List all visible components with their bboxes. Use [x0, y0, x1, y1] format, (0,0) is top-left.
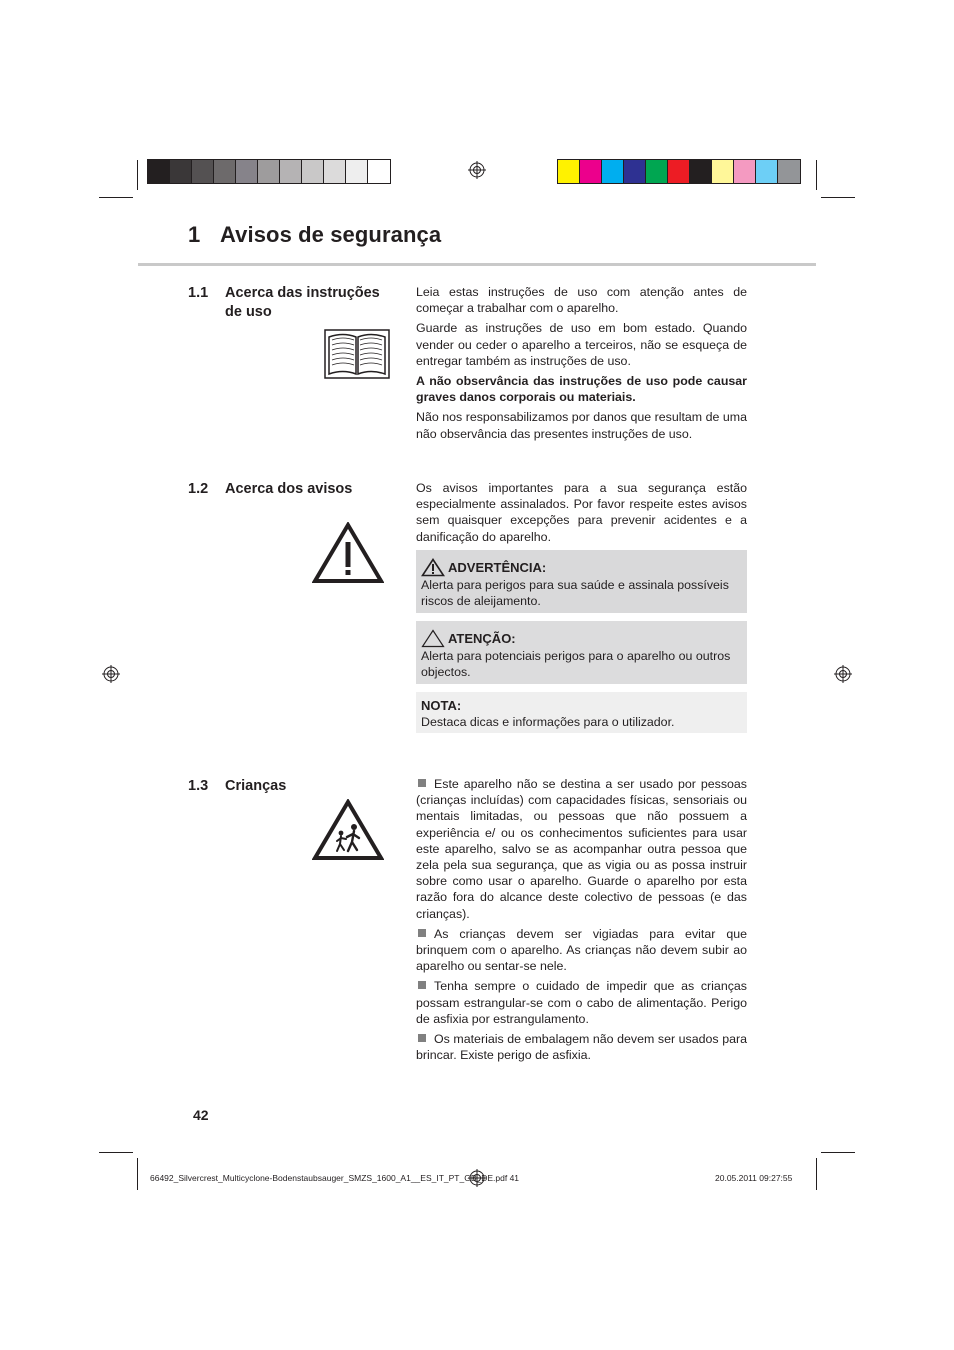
- list-item-text: Os materiais de embalagem não devem ser usados para brincar. Existe perigo de asfixia.: [416, 1032, 747, 1063]
- color-swatch: [602, 160, 624, 183]
- color-swatch: [624, 160, 646, 183]
- color-swatch: [756, 160, 778, 183]
- paragraph: Leia estas instruções de uso com atenção antes de começar a trabalhar com o aparelho.: [416, 285, 747, 316]
- list-item-text: As crianças devem ser vigiadas para evitar que brinquem com o aparelho. As crianças não devem subir ao aparelho ou sentar-se nele.: [416, 926, 747, 974]
- paragraph: Guarde as instruções de uso em bom estado. Quando vender ou ceder o aparelho a terceiros, não se esqueça de entregar também as instruções de uso.: [416, 321, 747, 368]
- list-item: [416, 926, 747, 975]
- section-title: Acerca das instruções de uso: [225, 285, 380, 320]
- crop-mark: [137, 160, 138, 190]
- registration-mark-icon: [834, 665, 852, 683]
- crop-mark: [821, 1152, 855, 1153]
- paragraph: Não nos responsabilizamos por danos que resultam de uma não observância das presentes instruções de uso.: [416, 410, 747, 441]
- warning-box: [416, 550, 747, 613]
- color-swatch: [214, 160, 236, 183]
- color-swatch: [646, 160, 668, 183]
- caution-text: Alerta para potenciais perigos para o aparelho ou outros objectos.: [421, 649, 731, 679]
- warning-heading: [421, 554, 743, 577]
- caution-triangle-icon: [421, 629, 445, 648]
- warning-text: Alerta para perigos para sua saúde e assinala possíveis riscos de aleijamento.: [421, 578, 729, 608]
- section-title: Acerca dos avisos: [225, 481, 353, 497]
- warning-triangle-icon: [312, 522, 384, 584]
- gray-calibration-bar: [147, 159, 391, 184]
- color-swatch: [236, 160, 258, 183]
- crop-mark: [816, 160, 817, 190]
- color-swatch: [324, 160, 346, 183]
- bullet-icon: [418, 1034, 426, 1042]
- section-1-1-text: [416, 284, 747, 446]
- color-swatch: [778, 160, 800, 183]
- bullet-icon: [418, 779, 426, 787]
- color-swatch: [690, 160, 712, 183]
- color-swatch: [368, 160, 390, 183]
- color-swatch: [258, 160, 280, 183]
- list-item: [416, 776, 747, 922]
- color-swatch: [668, 160, 690, 183]
- bullet-icon: [418, 981, 426, 989]
- paragraph: Os avisos importantes para a sua segurança estão especialmente assinalados. Por favor respeite estes avisos sem quaisquer excepções para prevenir acidentes e a danificação do aparelho.: [416, 481, 747, 544]
- color-swatch: [558, 160, 580, 183]
- color-swatch: [148, 160, 170, 183]
- footer-timestamp: 20.05.2011 09:27:55: [715, 1173, 793, 1183]
- section-number: 1.2: [188, 481, 209, 497]
- crop-mark: [816, 1158, 817, 1190]
- note-box: [416, 692, 747, 733]
- paragraph-bold: A não observância das instruções de uso pode causar graves danos corporais ou materiais.: [416, 374, 747, 405]
- crop-mark: [99, 197, 133, 198]
- color-swatch: [302, 160, 324, 183]
- section-title: Crianças: [225, 778, 287, 794]
- caution-heading: [421, 625, 743, 648]
- warning-small-icon: [421, 558, 445, 577]
- color-swatch: [734, 160, 756, 183]
- caution-label: ATENÇÃO:: [448, 630, 516, 646]
- note-label: NOTA:: [421, 698, 462, 713]
- book-icon: [324, 329, 390, 379]
- color-swatch: [712, 160, 734, 183]
- color-swatch: [192, 160, 214, 183]
- registration-mark-icon: [468, 161, 486, 179]
- caution-box: [416, 621, 747, 684]
- chapter-title-text: Avisos de segurança: [220, 222, 442, 247]
- crop-mark: [821, 197, 855, 198]
- crop-mark: [137, 1158, 138, 1190]
- bullet-icon: [418, 929, 426, 937]
- section-1-3-text: [416, 776, 747, 1067]
- section-number: 1.1: [188, 285, 209, 301]
- color-swatch: [346, 160, 368, 183]
- section-number: 1.3: [188, 778, 209, 794]
- color-swatch: [280, 160, 302, 183]
- color-swatch: [580, 160, 602, 183]
- color-calibration-bar: [557, 159, 801, 184]
- registration-mark-icon: [102, 665, 120, 683]
- chapter-number: 1: [188, 222, 201, 247]
- chapter-title: [188, 222, 441, 248]
- page-number: 42: [193, 1107, 209, 1123]
- list-item-text: Este aparelho não se destina a ser usado por pessoas (crianças incluídas) com capacidades físicas, sensoriais ou mentais limitadas, ou pessoas que não possuem a experiência e/ ou os conhecimentos suficientes para usar este aparelho, salvo se as acompanhar outra pessoa que zela pela sua segurança, que as vigia ou as possa instruir sobre como usar o aparelho. Guarde o aparelho por esta razão fora do alcance deste colectivo de pessoas (e das crianças).: [416, 777, 747, 921]
- list-item: [416, 978, 747, 1027]
- section-1-2-text: [416, 480, 747, 549]
- note-text: Destaca dicas e informações para o utilizador.: [421, 715, 675, 729]
- color-swatch: [170, 160, 192, 183]
- children-triangle-icon: [312, 799, 384, 861]
- list-item-text: Tenha sempre o cuidado de impedir que as crianças possam estrangular-se com o cabo de alimentação. Perigo de asfixia por estrangulamento.: [416, 979, 747, 1026]
- warning-label: ADVERTÊNCIA:: [448, 559, 547, 575]
- heading-rule: [138, 263, 816, 266]
- list-item: [416, 1031, 747, 1063]
- crop-mark: [99, 1152, 133, 1153]
- footer-filename: 66492_Silvercrest_Multicyclone-Bodenstaubsauger_SMZS_1600_A1__ES_IT_PT_GB_DE.pdf 41: [150, 1173, 520, 1183]
